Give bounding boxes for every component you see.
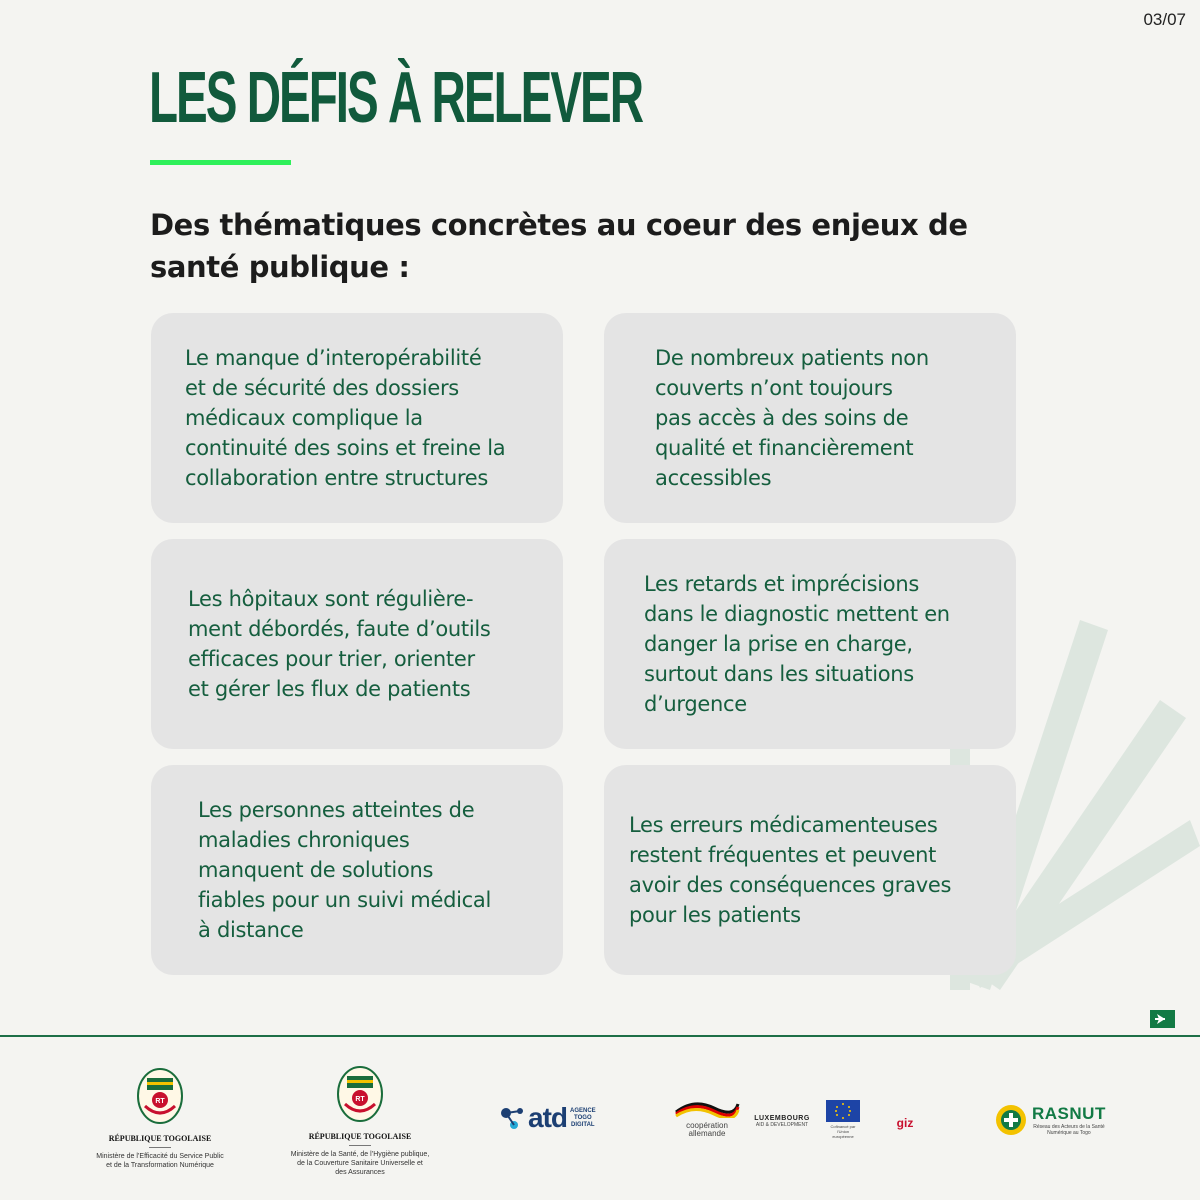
luxembourg-label: LUXEMBOURG [754, 1115, 810, 1122]
cooperation-allemande-logo [672, 1098, 742, 1138]
ministry-name: Ministère de l’Efficacité du Service Public et de la Transformation Numérique [96, 1153, 224, 1169]
divider [149, 1147, 171, 1148]
ministry-sante-logo [285, 1060, 435, 1177]
challenge-text: Le manque d’interopérabilité et de sécurité des dossiers médicaux complique la continuité des soins et freine la collaboration entre structures [185, 346, 506, 490]
eu-logo [826, 1100, 860, 1139]
rasnut-subtitle: Réseau des Acteurs de la Santé Numérique au Togo [1033, 1124, 1105, 1136]
challenge-text: Les retards et imprécisions dans le diagnostic mettent en danger la prise en charge, surtout dans les situations d’urgence [644, 572, 950, 716]
challenge-card [151, 765, 563, 975]
german-flag-wave-icon [674, 1098, 740, 1118]
network-icon [500, 1105, 526, 1131]
republic-label: RÉPUBLIQUE TOGOLAISE [108, 1134, 212, 1143]
page-title: LES DÉFIS À RELEVER [149, 58, 643, 138]
divider [349, 1145, 371, 1146]
eu-flag-icon [826, 1100, 860, 1122]
page-subtitle: Des thématiques concrètes au coeur des enjeux de santé publique : [150, 208, 968, 284]
next-slide-button[interactable] [1150, 1010, 1175, 1028]
luxembourg-aid-logo [746, 1115, 818, 1137]
challenge-card [151, 539, 563, 749]
atd-logo [500, 1098, 610, 1138]
page-number: 03/07 [1143, 10, 1186, 29]
ministry-name: Ministère de la Santé, de l’Hygiène publique, de la Couverture Sanitaire Universelle et des Assurances [290, 1151, 430, 1176]
atd-wordmark: atd [528, 1102, 567, 1133]
challenge-card [604, 765, 1016, 975]
atd-subtitle: AGENCE TOGO DIGITAL [570, 1107, 596, 1128]
rasnut-logo [994, 1100, 1106, 1140]
ministry-efficacite-logo [95, 1062, 225, 1170]
challenge-card [604, 313, 1016, 523]
title-underline [150, 160, 291, 165]
coat-of-arms-icon [335, 1060, 385, 1124]
challenge-text: De nombreux patients non couverts n’ont toujours pas accès à des soins de qualité et financièrement accessibles [655, 346, 929, 490]
eu-cofinance-label: Cofinancé par l’Union européenne [830, 1124, 856, 1139]
footer-divider [0, 1035, 1200, 1037]
coat-of-arms-icon [135, 1062, 185, 1126]
svg-text:RT: RT [355, 1096, 365, 1103]
challenge-card [151, 313, 563, 523]
cooperation-label: coopération allemande [686, 1121, 728, 1138]
challenge-card [604, 539, 1016, 749]
luxembourg-sub: AID & DEVELOPMENT [755, 1122, 809, 1128]
republic-label: RÉPUBLIQUE TOGOLAISE [308, 1132, 412, 1141]
giz-logo [880, 1112, 930, 1131]
rasnut-wordmark: RASNUT [1032, 1104, 1106, 1123]
giz-wordmark: giz [896, 1116, 914, 1130]
challenge-text: Les erreurs médicamenteuses restent fréquentes et peuvent avoir des conséquences graves pour les patients [629, 813, 952, 927]
challenge-text: Les personnes atteintes de maladies chroniques manquent de solutions fiables pour un suivi médical à distance [198, 798, 492, 942]
rasnut-emblem-icon [994, 1103, 1028, 1137]
rasnut-text [1032, 1104, 1106, 1136]
svg-text:RT: RT [155, 1098, 165, 1105]
arrow-right-icon [1155, 1013, 1171, 1025]
challenge-text: Les hôpitaux sont régulière- ment débordés, faute d’outils efficaces pour trier, orienter et gérer les flux de patients [188, 587, 491, 701]
